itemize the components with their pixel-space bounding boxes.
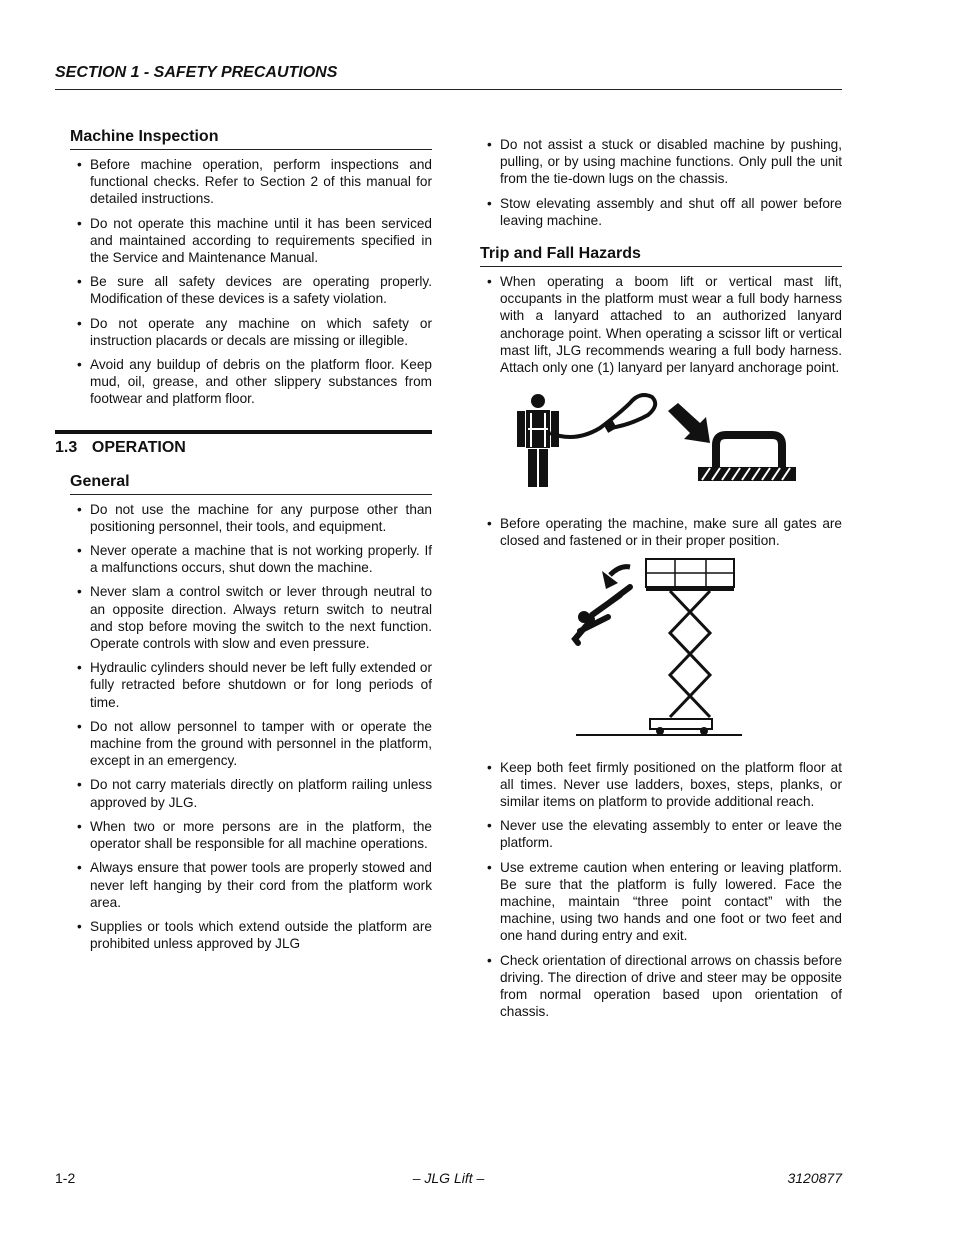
list-item: • Before machine operation, perform inspections and functional checks. Refer to Section 2 of this manual for detailed instructions. (70, 156, 432, 208)
list-item: • Check orientation of directional arrows on chassis before driving. The direction of drive and steer may be opposite from normal operation based upon orientation of chassis. (480, 952, 842, 1021)
trip-fall-heading: Trip and Fall Hazards (480, 245, 842, 267)
harness-lanyard-icon (480, 383, 842, 503)
list-item: • Always ensure that power tools are properly stowed and never left hanging by their cord from the platform work area. (70, 859, 432, 911)
page-number: 1-2 (55, 1170, 76, 1186)
list-item: • Do not use the machine for any purpose other than positioning personnel, their tools, and equipment. (70, 501, 432, 535)
scissor-lift-illustration (480, 557, 842, 747)
list-item: • Hydraulic cylinders should never be left fully extended or fully retracted before shutdown or for long periods of time. (70, 659, 432, 711)
machine-inspection-heading: Machine Inspection (70, 128, 432, 150)
harness-lanyard-illustration (480, 383, 842, 503)
general-heading: General (70, 473, 432, 495)
operation-section (55, 430, 432, 953)
list-item: • Never use the elevating assembly to enter or leave the platform. (480, 817, 842, 851)
machine-inspection-list (70, 156, 432, 408)
list-item: • Keep both feet firmly positioned on the platform floor at all times. Never use ladders, boxes, steps, planks, or similar items on platform to provide additional reach. (480, 759, 842, 811)
section-header: SECTION 1 - SAFETY PRECAUTIONS (55, 64, 842, 90)
list-item: • Do not operate any machine on which safety or instruction placards or decals are missing or illegible. (70, 315, 432, 349)
document-number: 3120877 (787, 1170, 842, 1186)
left-column (55, 128, 432, 959)
right-column (480, 128, 842, 1027)
list-item: • Be sure all safety devices are operating properly. Modification of these devices is a safety violation. (70, 273, 432, 307)
section-title-text: OPERATION (91, 438, 186, 456)
list-item: • Never slam a control switch or lever through neutral to an opposite direction. Always return switch to neutral and stop before moving the switch to the next function. Operate controls with slow and even pressure. (70, 583, 432, 652)
list-item: • Never operate a machine that is not working properly. If a malfunctions occurs, shut down the machine. (70, 542, 432, 576)
list-item: • Do not carry materials directly on platform railing unless approved by JLG. (70, 776, 432, 810)
operation-title (55, 430, 432, 457)
footer-publisher: – JLG Lift – (412, 1170, 485, 1186)
list-item: • Supplies or tools which extend outside the platform are prohibited unless approved by JLG (70, 918, 432, 952)
section-number: 1.3 (55, 438, 78, 456)
trip-fall-list-c (480, 759, 842, 1021)
list-item: • Before operating the machine, make sure all gates are closed and fastened or in their proper position. (480, 515, 842, 549)
list-item: • Avoid any buildup of debris on the platform floor. Keep mud, oil, grease, and other slippery substances from footwear and platform floor. (70, 356, 432, 408)
general-block (70, 473, 432, 953)
list-item: • Stow elevating assembly and shut off all power before leaving machine. (480, 195, 842, 229)
list-item: • Do not operate this machine until it has been serviced and maintained according to requirements specified in the Service and Maintenance Manual. (70, 215, 432, 267)
right-top-list (480, 136, 842, 229)
list-item: • Do not allow personnel to tamper with or operate the machine from the ground with personnel in the platform, except in an emergency. (70, 718, 432, 770)
general-list (70, 501, 432, 953)
list-item: • When two or more persons are in the platform, the operator shall be responsible for all machine operations. (70, 818, 432, 852)
trip-fall-list-a (480, 273, 842, 376)
list-item: • Do not assist a stuck or disabled machine by pushing, pulling, or by using machine functions. Only pull the unit from the tie-down lugs on the chassis. (480, 136, 842, 188)
trip-fall-list-b (480, 515, 842, 549)
list-item: • Use extreme caution when entering or leaving platform. Be sure that the platform is fully lowered. Face the machine, maintain “three point contact” with the machine, using two hands and one foot or two feet and one hand during entry and exit. (480, 859, 842, 945)
scissor-lift-fall-icon (480, 557, 842, 747)
list-item: • When operating a boom lift or vertical mast lift, occupants in the platform must wear a full body harness with a lanyard attached to an authorized lanyard anchorage point. When operating a scissor lift or vertical mast lift, JLG recommends wearing a full body harness. Attach only one (1) lanyard per lanyard anchorage point. (480, 273, 842, 376)
